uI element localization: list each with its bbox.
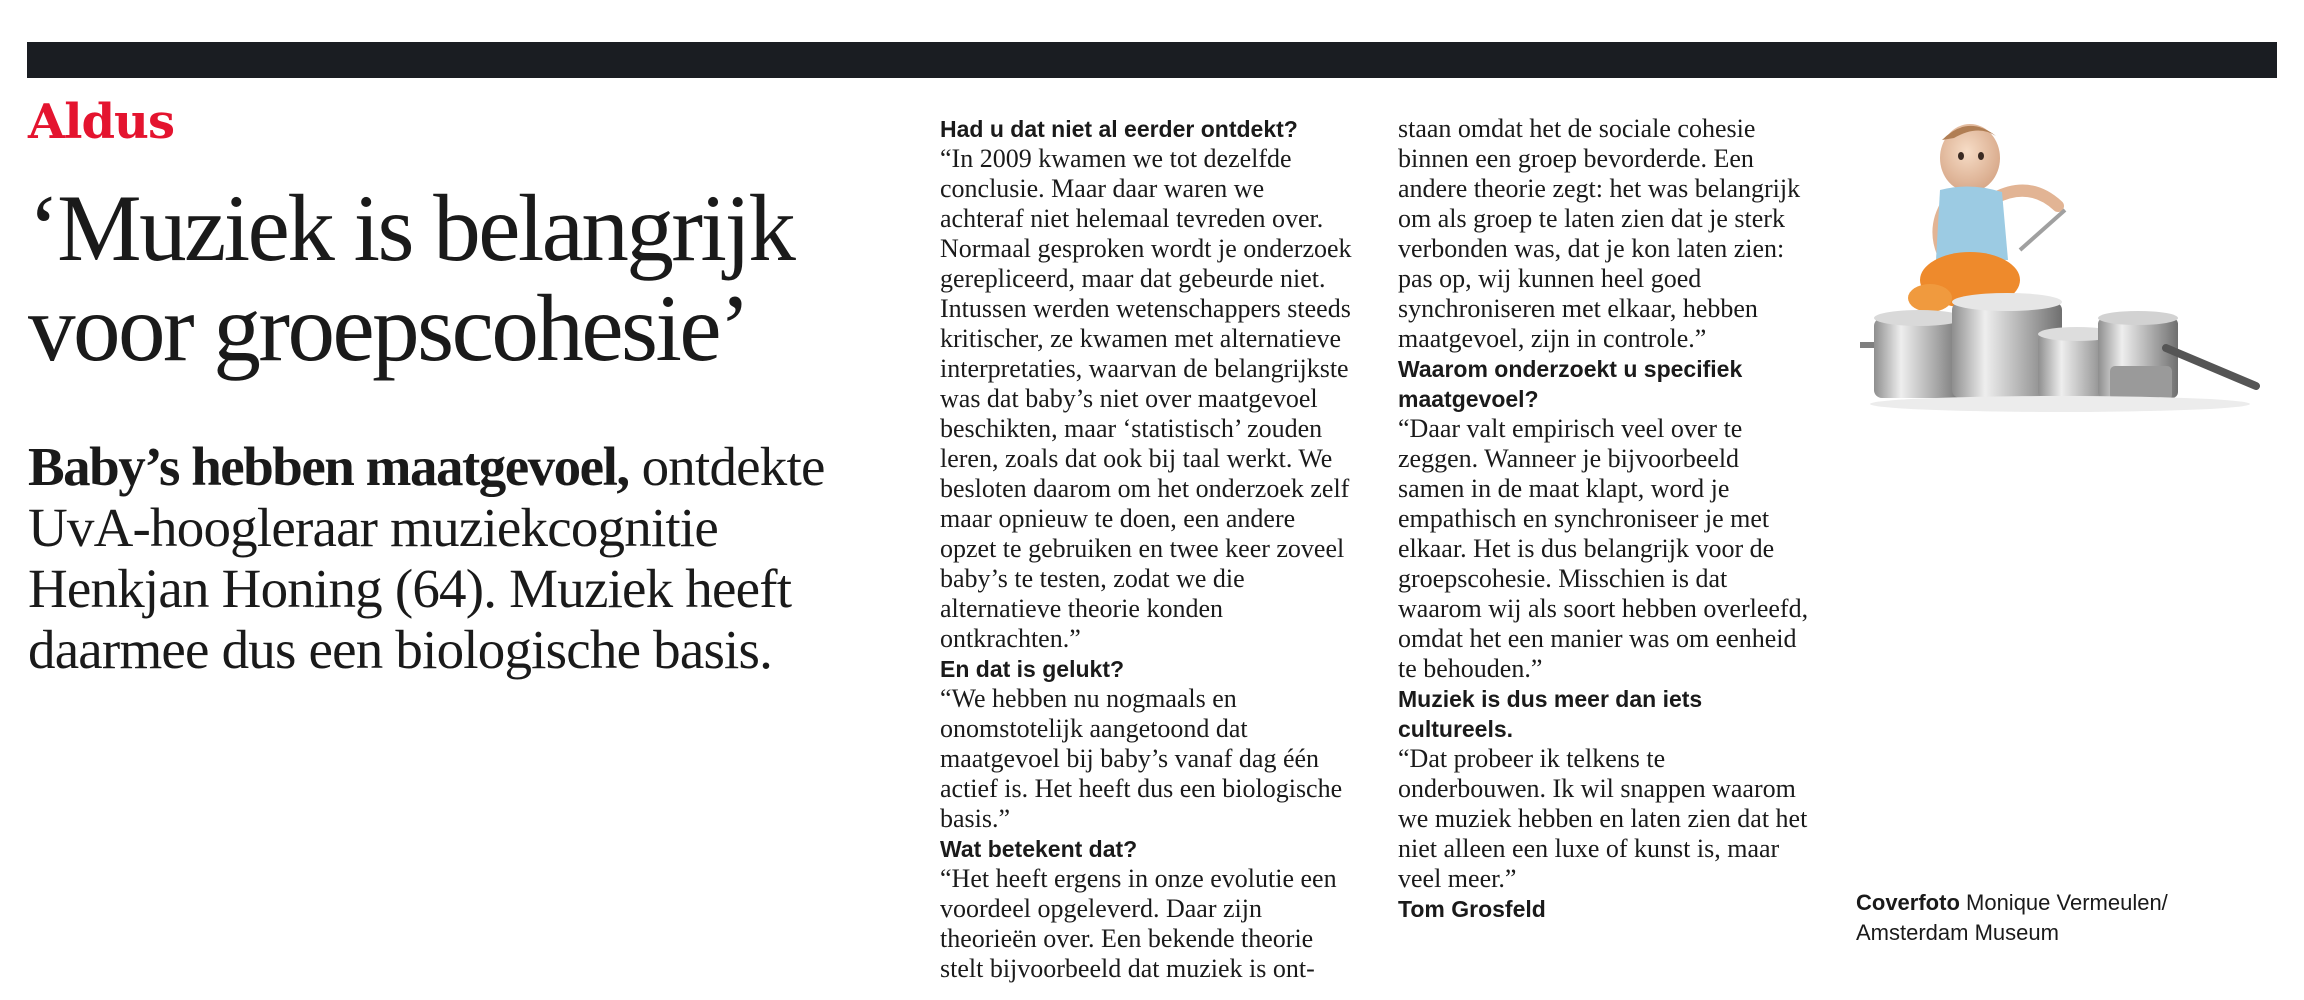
answer-1: “In 2009 kwamen we tot dezelfde conclusie. Maar daar waren we achteraf niet helemaal tevreden over. Normaal gesproken wordt je onderzoek gerepliceerd, maar dat gebeurde niet. Intussen werden wetenschappers steeds kritischer, ze kwamen met alternatieve interpretaties, waarvan de belangrijkste was dat baby’s niet over maatgevoel beschikten, maar ‘statistisch’ zouden leren, zoals dat ook bij taal werkt. We besloten daarom om het onderzoek zelf maar opnieuw te doen, een andere opzet te gebruiken en twee keer zoveel baby’s te testen, zodat we die alternatieve theorie konden ontkrachten.” (940, 144, 1352, 653)
question-4: Waarom onderzoekt u specifiek maatgevoel? (1398, 356, 1743, 412)
question-1: Had u dat niet al eerder ontdekt? (940, 116, 1298, 142)
question-5: Muziek is dus meer dan iets cultureels. (1398, 686, 1703, 742)
interview-column-1 (940, 114, 1352, 984)
question-3: Wat betekent dat? (940, 836, 1138, 862)
photo-caption (1856, 888, 2168, 948)
cover-photo-baby-with-pots (1860, 110, 2260, 450)
header-bar (27, 42, 2277, 78)
answer-5: “Dat probeer ik telkens te onderbouwen. Ik wil snappen waarom we muziek hebben en laten zien dat het niet alleen een luxe of kunst is, maar veel meer.” (1398, 744, 1808, 893)
caption-credit: Monique Vermeulen/ (1959, 890, 2168, 915)
answer-3-continued: staan omdat het de sociale cohesie binnen een groep bevorderde. Een andere theorie zegt: het was belangrijk om als groep te laten zien dat je sterk verbonden was, dat je kon laten zien: pas op, wij kunnen heel goed synchroniseren met elkaar, hebben maatgevoel, zijn in controle.” (1398, 114, 1801, 353)
article-intro (28, 94, 908, 680)
answer-2: “We hebben nu nogmaals en onomstotelijk aangetoond dat maatgevoel bij baby’s vanaf dag één actief is. Het heeft dus een biologische basis.” (940, 684, 1343, 833)
headline (28, 175, 908, 381)
caption-credit-continued: Amsterdam Museum (1856, 920, 2059, 945)
question-2: En dat is gelukt? (940, 656, 1125, 682)
caption-label: Coverfoto (1856, 890, 1960, 915)
headline-line-2: voor groepscohesie’ (28, 275, 749, 381)
answer-4: “Daar valt empirisch veel over te zeggen. Wanneer je bijvoorbeeld samen in de maat klapt, word je empathisch en synchroniseer je met elkaar. Het is dus belangrijk voor de groepscohesie. Misschien is dat waarom wij als soort hebben overleefd, omdat het een manier was om eenheid te behouden.” (1398, 414, 1809, 683)
standfirst (28, 436, 908, 680)
byline: Tom Grosfeld (1398, 896, 1546, 922)
standfirst-text: ontdekte UvA-hoogleraar muziekcognitie Henkjan Honing (64). Muziek heeft daarmee dus een biologische basis. (28, 436, 825, 680)
interview-column-2 (1398, 114, 1810, 924)
headline-line-1: ‘Muziek is belangrijk (28, 175, 794, 281)
section-kicker: Aldus (28, 94, 174, 150)
standfirst-bold: Baby’s hebben maatgevoel, (28, 436, 629, 497)
answer-3-start: “Het heeft ergens in onze evolutie een voordeel opgeleverd. Daar zijn theorieën over. Een bekende theorie stelt bijvoorbeeld dat muziek is ont- (940, 864, 1337, 983)
